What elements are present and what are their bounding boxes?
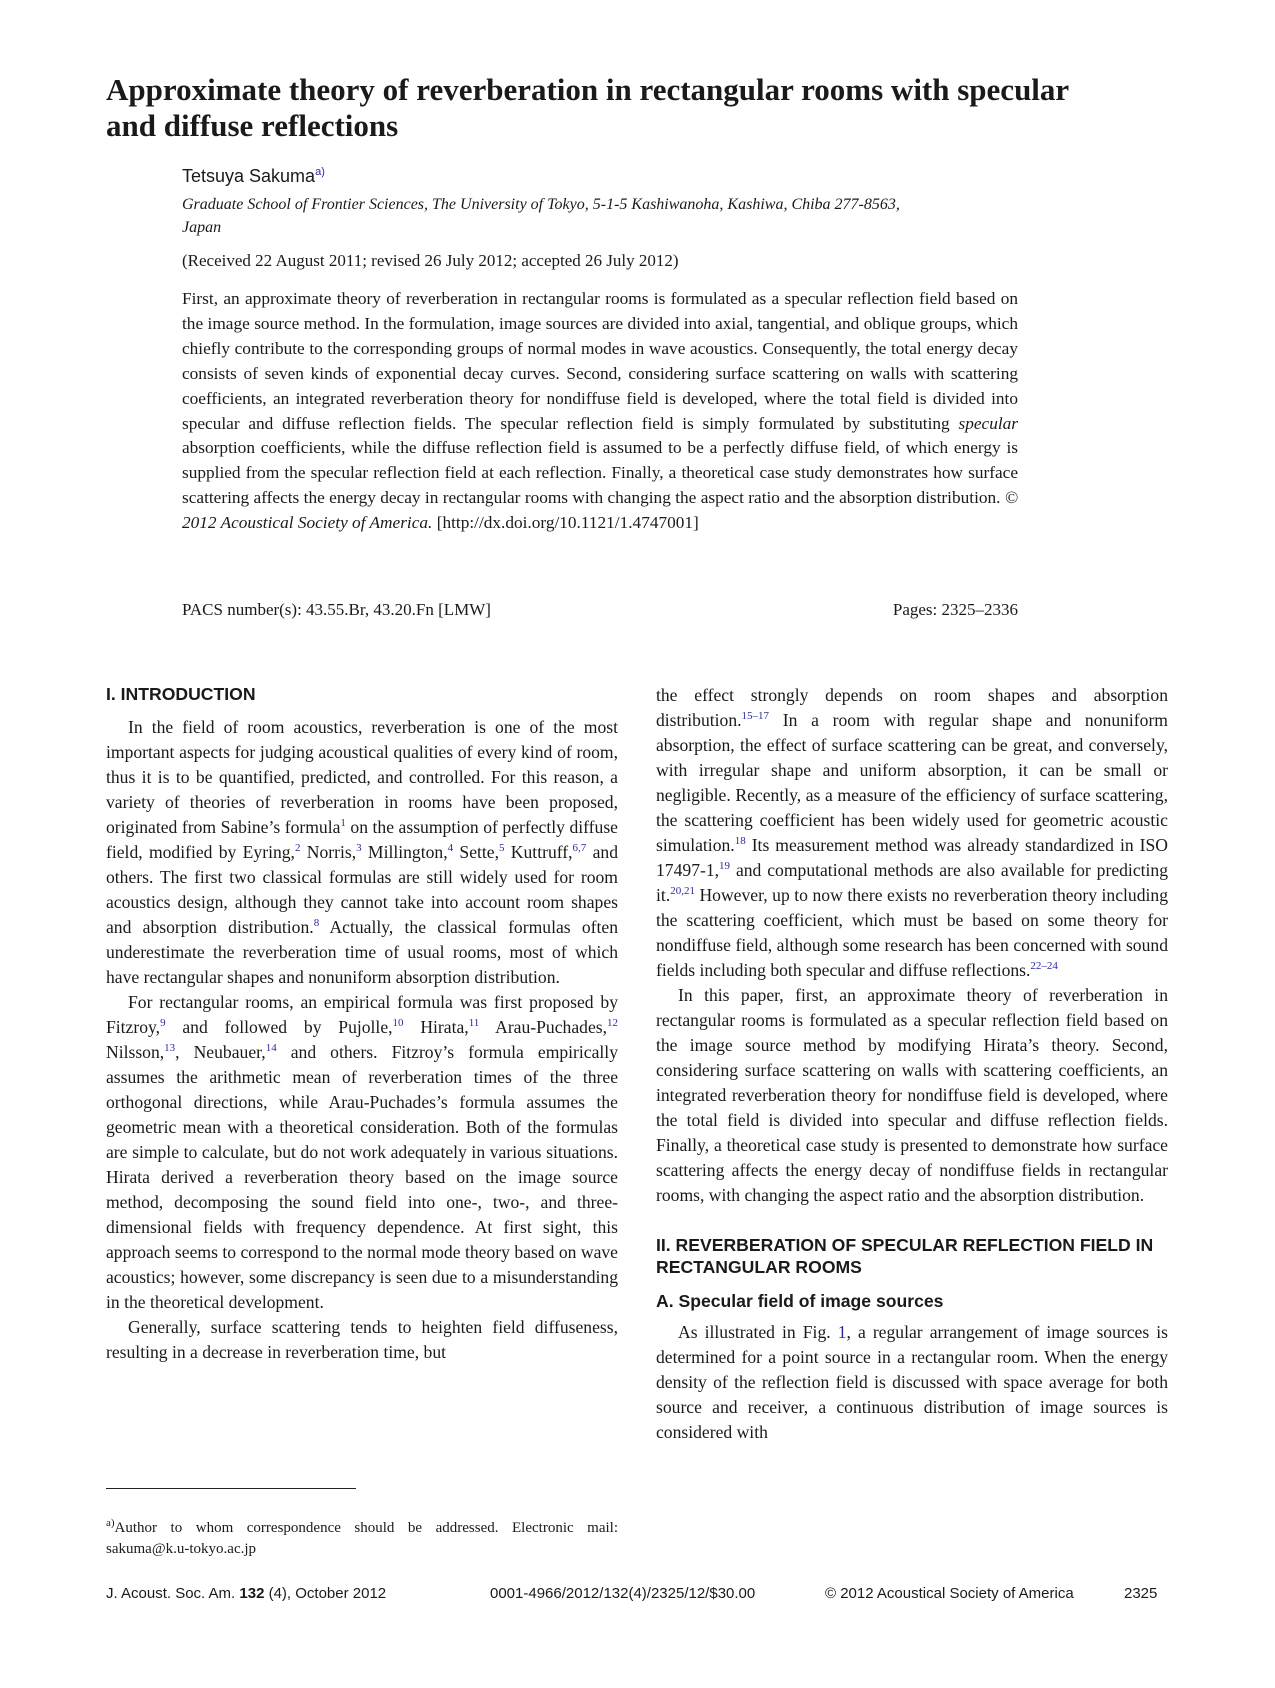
footer-page-number: 2325 (1124, 1585, 1158, 1602)
reference-link[interactable]: 15–17 (741, 710, 770, 723)
abstract-emphasis: specular (958, 413, 1018, 433)
right-column (656, 683, 1168, 1445)
affiliation: Graduate School of Frontier Sciences, The University of Tokyo, 5-1-5 Kashiwanoha, Kashiwa, Chiba 277-8563, Japan (182, 196, 900, 236)
intro-paragraph-1: In the field of room acoustics, reverberation is one of the most important aspects for judging acoustical qualities of every kind of room, thus it is to be quantified, predicted, and controlled. For this reason, a variety of theories of reverberation in rooms have been proposed, originated from Sabine’s formula$^1$ on the assumption of perfectly diffuse field, modified by Eyring,$^2$ Norris,$^3$ Millington,$^4$ Sette,$^5$ Kuttruff,$^{6,7}$ and others. The first two classical formulas are still widely used for room acoustics design, although they cannot take into account room shapes and absorption distribution.$^8$ Actually, the classical formulas often underestimate the reverberation time of usual rooms, most of which have rectangular shapes and nonuniform absorption distribution. (106, 717, 619, 987)
reference-link[interactable]: 14 (265, 1042, 277, 1055)
reference-link[interactable]: 18 (734, 835, 746, 848)
intro-paragraph-4: In this paper, first, an approximate theory of reverberation in rectangular rooms is formulated as a specular reflection field based on the image source method by modifying Hirata’s theory. Second, considering surface scattering on walls with scattering coefficients, an integrated reverberation theory for nondiffuse field is developed, where the total field is divided into specular and diffuse reflection fields. Finally, a theoretical case study is presented to demonstrate how surface scattering affects the energy decay of nondiffuse fields in rectangular rooms, with changing the aspect ratio and the absorption distribution. (656, 985, 1168, 1205)
reference-link[interactable]: 3 (356, 842, 362, 855)
page-range: Pages: 2325–2336 (892, 600, 1018, 619)
abstract-text: First, an approximate theory of reverberation in rectangular rooms is formulated as a specular reflection field based on the image source method. In the formulation, image sources are divided into axial, tangential, and oblique groups, which chiefly contribute to the corresponding groups of normal modes in wave acoustics. Consequently, the total energy decay consists of seven kinds of exponential decay curves. Second, considering surface scattering on walls with scattering coefficients, an integrated reverberation theory for nondiffuse field is developed, where the total field is divided into specular and diffuse reflection fields. The specular reflection field is simply formulated by substituting (182, 289, 1018, 433)
doi-link[interactable]: [http://dx.doi.org/10.1121/1.4747001] (436, 513, 699, 533)
reference-link[interactable]: 13 (164, 1042, 176, 1055)
reference-link[interactable]: 10 (392, 1017, 404, 1030)
author-name: Tetsuya Sakuma (182, 166, 316, 186)
intro-paragraph-3-cont: the effect strongly depends on room shapes and absorption distribution.$^{15-17}$ In a room with regular shape and nonuniform absorption, the effect of surface scattering can be great, and conversely, with irregular shape and uniform absorption, it can be small or negligible. Recently, as a measure of the efficiency of surface scattering, the scattering coefficient has been widely used for geometric acoustic simulation.$^{18}$ Its measurement method was already standardized in ISO 17497-1,19 and computational methods are also available for predicting it.$^{20,21}$ However, up to now there exists no reverberation theory including the scattering coefficient, which must be based on some theory for nondiffuse field, although some research has been concerned with sound fields including both specular and diffuse reflections.$^{22-24}$ (656, 685, 1168, 980)
footnote-divider (106, 1488, 356, 1489)
abstract-copyright: © 2012 Acoustical Society of America. (182, 488, 1018, 533)
abstract-text-2: absorption coefficients, while the diffuse reflection field is assumed to be a perfectly diffuse field, of which energy is supplied from the specular reflection field at each reflection. Finally, a theoretical case study demonstrates how surface scattering affects the energy decay in rectangular rooms with changing the aspect ratio and the absorption distribution. (182, 438, 1018, 508)
received-dates: (Received 22 August 2011; revised 26 July 2012; accepted 26 July 2012) (182, 251, 679, 270)
intro-heading: I. INTRODUCTION (106, 684, 256, 704)
section-2a-paragraph-1: As illustrated in Fig. 1, a regular arrangement of image sources is determined for a point source in a rectangular room. When the energy density of the reflection field is discussed with space average for both source and receiver, a continuous distribution of image sources is considered with (656, 1322, 1168, 1442)
author (182, 166, 325, 187)
paper-title: Approximate theory of reverberation in rectangular rooms with specular and diffuse reflections (106, 72, 1069, 143)
footer-copyright: © 2012 Acoustical Society of America (825, 1585, 1074, 1602)
section-2a-heading: A. Specular field of image sources (656, 1291, 944, 1311)
reference-link[interactable]: 6,7 (572, 842, 587, 855)
reference-link[interactable]: 5 (499, 842, 505, 855)
figure-link[interactable]: 1 (837, 1322, 847, 1342)
author-footnote-mark[interactable]: a) (315, 166, 325, 178)
footer-volume: 132 (239, 1585, 265, 1602)
reference-link[interactable]: 19 (719, 860, 731, 873)
reference-link[interactable]: 11 (468, 1017, 480, 1030)
section-2-heading: II. REVERBERATION OF SPECULAR REFLECTION FIELD IN RECTANGULAR ROOMS (656, 1235, 1154, 1277)
reference-link[interactable]: 4 (447, 842, 454, 855)
reference-link[interactable]: 8 (313, 917, 320, 930)
intro-paragraph-3: Generally, surface scattering tends to heighten field diffuseness, resulting in a decrease in reverberation time, but (106, 1317, 618, 1362)
intro-paragraph-2: For rectangular rooms, an empirical formula was first proposed by Fitzroy,$^9$ and followed by Pujolle,$^{10}$ Hirata,$^{11}$ Arau-Puchades,$^{12}$ Nilsson,$^{13}$, Neubauer,$^{14}$ and others. Fitzroy’s formula empirically assumes the arithmetic mean of reverberation times of the three orthogonal directions, while Arau-Puchades’s formula assumes the geometric mean with a theoretical consideration. Both of the formulas are simple to calculate, but do not work adequately in various situations. Hirata derived a reverberation theory based on the image source method, decomposing the sound field into one-, two-, and three-dimensional fields with frequency dependence. At first sight, this approach seems to correspond to the normal mode theory based on wave acoustics; however, some discrepancy is seen due to a misunderstanding in the theoretical development. (106, 992, 618, 1312)
reference-link[interactable]: 1 (340, 817, 346, 830)
reference-link[interactable]: 22–24 (1030, 960, 1058, 973)
abstract (182, 287, 1018, 536)
reference-link[interactable]: 9 (160, 1017, 166, 1030)
footnote-mark: a) (106, 1517, 115, 1529)
footnote-text: Author to whom correspondence should be addressed. Electronic mail: sakuma@k.u-tokyo.ac.jp (106, 1520, 618, 1557)
reference-link[interactable]: 12 (607, 1017, 618, 1030)
pacs-numbers: PACS number(s): 43.55.Br, 43.20.Fn [LMW] (182, 600, 491, 619)
left-column (106, 683, 618, 1365)
footer-code: 0001-4966/2012/132(4)/2325/12/$30.00 (490, 1585, 756, 1602)
footer-journal: J. Acoust. Soc. Am. 132 (4), October 2012 (106, 1585, 387, 1602)
footnote (106, 1518, 618, 1560)
reference-link[interactable]: 20,21 (670, 885, 695, 898)
reference-link[interactable]: 2 (294, 842, 301, 855)
